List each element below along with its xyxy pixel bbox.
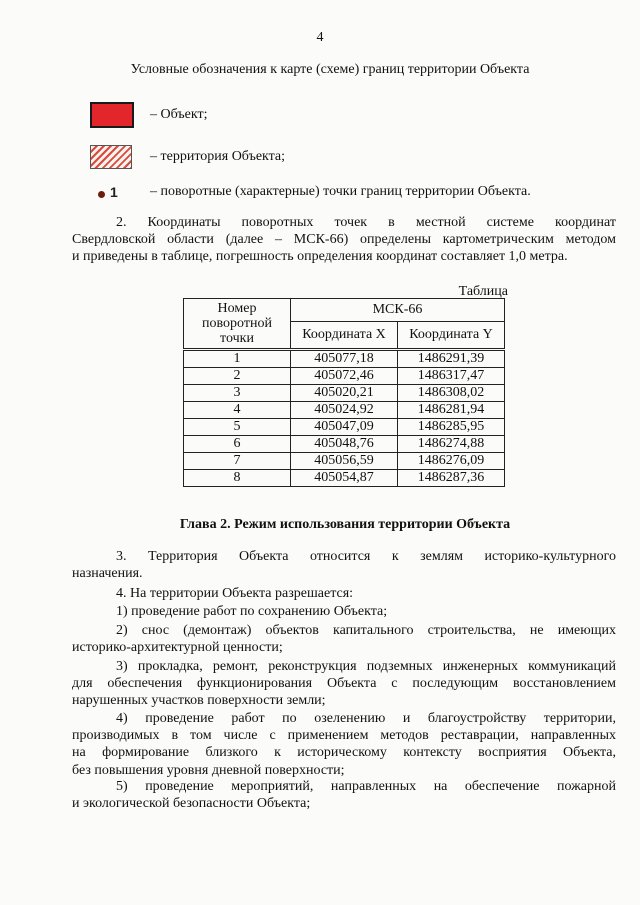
paragraph-line: и экологической безопасности Объекта; [72, 796, 311, 812]
point-number-cell: 7 [184, 453, 291, 470]
x-coordinate-cell: 405024,92 [291, 402, 398, 419]
paragraph-line: без повышения уровня дневной поверхности; [72, 762, 345, 778]
paragraph-line: 1) проведение работ по сохранению Объекта; [116, 604, 388, 619]
y-coordinate-cell: 1486281,94 [398, 402, 505, 419]
point-number-cell: 3 [184, 385, 291, 402]
paragraph-line: для обеспечения функционирования Объекта с последующим восстановлением [72, 676, 616, 692]
legend-title: Условные обозначения к карте (схеме) границ территории Объекта [130, 62, 530, 77]
territory-hatched-box-icon [90, 145, 132, 169]
point-number-cell: 2 [184, 368, 291, 385]
point-number-cell: 4 [184, 402, 291, 419]
legend-item-points [0, 180, 640, 210]
paragraph-line: 4. На территории Объекта разрешается: [116, 586, 354, 601]
turning-point-marker: 1 [110, 184, 118, 200]
paragraph-line: 3. Территория Объекта относится к землям историко-культурного [116, 549, 616, 564]
table-row [184, 453, 505, 470]
turning-point-dot-icon [98, 184, 118, 200]
paragraph-line: нарушенных участков поверхности земли; [72, 693, 326, 709]
header-x: Координата X [291, 322, 398, 350]
y-coordinate-cell: 1486285,95 [398, 419, 505, 436]
y-coordinate-cell: 1486274,88 [398, 436, 505, 453]
paragraph [72, 658, 616, 710]
legend-label-territory: – территория Объекта; [150, 149, 286, 164]
point-number-cell: 1 [184, 350, 291, 368]
header-y: Координата Y [398, 322, 505, 350]
table-caption: Таблица [458, 284, 508, 299]
table-row [184, 419, 505, 436]
chapter-title: Глава 2. Режим использования территории Объекта [179, 517, 511, 532]
point-number-cell: 6 [184, 436, 291, 453]
paragraph-line: 2. Координаты поворотных точек в местной системе координат [116, 215, 616, 230]
paragraph [72, 622, 616, 656]
table-row [184, 385, 505, 402]
paragraph-line: назначения. [72, 566, 143, 582]
y-coordinate-cell: 1486287,36 [398, 470, 505, 487]
coordinates-table-body [184, 350, 505, 487]
legend-label-object: – Объект; [150, 107, 208, 122]
x-coordinate-cell: 405047,09 [291, 419, 398, 436]
x-coordinate-cell: 405048,76 [291, 436, 398, 453]
paragraph [72, 778, 616, 812]
paragraph-line: историко-архитектурной ценности; [72, 640, 283, 656]
paragraph-line: 4) проведение работ по озеленению и благоустройству территории, [116, 711, 616, 726]
table-row [184, 350, 505, 368]
table-row [184, 470, 505, 487]
point-number-cell: 5 [184, 419, 291, 436]
y-coordinate-cell: 1486308,02 [398, 385, 505, 402]
y-coordinate-cell: 1486291,39 [398, 350, 505, 368]
paragraph-line: 3) прокладка, ремонт, реконструкция подземных инженерных коммуникаций [116, 659, 616, 674]
legend-item-object [0, 102, 640, 132]
paragraph-line: 5) проведение мероприятий, направленных на обеспечение пожарной [116, 779, 616, 794]
paragraph [72, 710, 616, 779]
point-number-cell: 8 [184, 470, 291, 487]
y-coordinate-cell: 1486276,09 [398, 453, 505, 470]
object-red-box-icon [90, 102, 134, 128]
paragraph-coordinates [72, 214, 616, 266]
x-coordinate-cell: 405072,46 [291, 368, 398, 385]
legend-label-points: – поворотные (характерные) точки границ территории Объекта. [150, 184, 531, 199]
header-coordinate-system: МСК-66 [291, 299, 505, 322]
table-row [184, 368, 505, 385]
paragraph [72, 585, 616, 602]
x-coordinate-cell: 405054,87 [291, 470, 398, 487]
header-point-number: Номер поворотной точки [184, 299, 291, 350]
page-number: 4 [316, 30, 324, 45]
table-row [184, 436, 505, 453]
turning-point-dot [98, 191, 105, 198]
legend-item-territory [0, 144, 640, 174]
paragraph-line: Свердловской области (далее – МСК-66) определены картометрическим методом [72, 232, 616, 248]
table-row [184, 402, 505, 419]
x-coordinate-cell: 405020,21 [291, 385, 398, 402]
paragraph [72, 603, 616, 620]
x-coordinate-cell: 405077,18 [291, 350, 398, 368]
paragraph-line: производимых в том числе с применением методов реставрации, направленных [72, 728, 616, 744]
y-coordinate-cell: 1486317,47 [398, 368, 505, 385]
x-coordinate-cell: 405056,59 [291, 453, 398, 470]
paragraph-line: 2) снос (демонтаж) объектов капитального строительства, не имеющих [116, 623, 616, 638]
coordinates-table [183, 298, 505, 487]
paragraph [72, 548, 616, 582]
paragraph-line: и приведены в таблице, погрешность определения координат составляет 1,0 метра. [72, 249, 568, 265]
paragraph-line: на формирование близкого к историческому контексту восприятия Объекта, [72, 745, 616, 761]
